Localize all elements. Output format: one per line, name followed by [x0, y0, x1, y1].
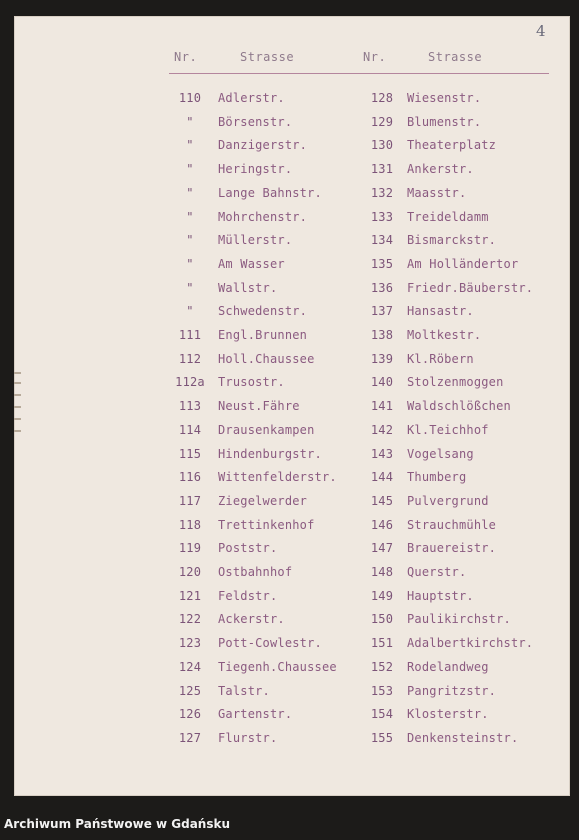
- table-row: [14, 257, 570, 277]
- right-nr: 152: [370, 659, 394, 674]
- table-row: [14, 352, 570, 372]
- table-row: [14, 91, 570, 111]
- left-nr: 124: [178, 659, 202, 674]
- right-nr: 141: [370, 399, 394, 414]
- left-nr: 113: [178, 399, 202, 414]
- right-nr: 146: [370, 517, 394, 532]
- right-street: Blumenstr.: [407, 114, 482, 129]
- table-row: [14, 660, 570, 680]
- right-nr: 142: [370, 422, 394, 437]
- right-street: Denkensteinstr.: [407, 730, 519, 745]
- left-street: Müllerstr.: [218, 233, 293, 248]
- table-row: [14, 210, 570, 230]
- right-nr: 143: [370, 446, 394, 461]
- right-nr: 128: [370, 91, 394, 105]
- left-street: Ostbahnhof: [218, 565, 293, 579]
- right-nr: 130: [370, 138, 394, 153]
- table-row: [14, 684, 570, 704]
- left-nr: 116: [178, 470, 202, 485]
- right-nr: 153: [370, 683, 394, 698]
- table-row: [14, 589, 570, 609]
- left-nr: 110: [178, 91, 202, 105]
- right-street: Strauchmühle: [407, 517, 497, 532]
- left-nr: ": [186, 280, 194, 295]
- left-nr: 112: [178, 351, 202, 366]
- table-row: [14, 328, 570, 348]
- left-street: Ziegelwerder: [218, 493, 308, 508]
- right-nr: 148: [370, 565, 394, 579]
- right-street: Maasstr.: [407, 185, 467, 200]
- right-nr: 129: [370, 114, 394, 129]
- left-nr: 115: [178, 446, 202, 461]
- left-street: Adlerstr.: [218, 91, 285, 105]
- right-nr: 135: [370, 256, 394, 271]
- right-nr: 144: [370, 470, 394, 485]
- right-street: Hauptstr.: [407, 588, 474, 603]
- left-street: Trettinkenhof: [218, 517, 315, 532]
- right-street: Bismarckstr.: [407, 233, 497, 248]
- left-street: Poststr.: [218, 541, 278, 556]
- right-nr: 131: [370, 162, 394, 177]
- right-nr: 139: [370, 351, 394, 366]
- right-nr: 138: [370, 328, 394, 342]
- right-nr: 154: [370, 707, 394, 722]
- left-street: Trusostr.: [218, 375, 285, 390]
- left-street: Am Wasser: [218, 256, 285, 271]
- table-row: [14, 470, 570, 490]
- left-street: Mohrchenstr.: [218, 209, 308, 224]
- right-street: Pangritzstr.: [407, 683, 497, 698]
- left-street: Schwedenstr.: [218, 304, 308, 319]
- left-street: Neust.Fähre: [218, 399, 300, 414]
- right-street: Paulikirchstr.: [407, 612, 511, 627]
- right-street: Querstr.: [407, 565, 467, 579]
- left-street: Wittenfelderstr.: [218, 470, 337, 485]
- left-street: Feldstr.: [218, 588, 278, 603]
- table-row: [14, 612, 570, 632]
- right-nr: 133: [370, 209, 394, 224]
- left-nr: 111: [178, 328, 202, 342]
- table-row: [14, 186, 570, 206]
- left-nr: ": [186, 304, 194, 319]
- table-row: [14, 565, 570, 585]
- right-nr: 137: [370, 304, 394, 319]
- document-page: [14, 16, 570, 796]
- left-nr: 125: [178, 683, 202, 698]
- left-street: Ackerstr.: [218, 612, 285, 627]
- table-row: [14, 281, 570, 301]
- left-street: Lange Bahnstr.: [218, 185, 322, 200]
- left-nr: ": [186, 209, 194, 224]
- left-nr: ": [186, 185, 194, 200]
- left-street: Tiegenh.Chaussee: [218, 659, 337, 674]
- right-nr: 136: [370, 280, 394, 295]
- right-street: Vogelsang: [407, 446, 474, 461]
- right-street: Kl.Teichhof: [407, 422, 489, 437]
- right-nr: 140: [370, 375, 394, 390]
- left-street: Drausenkampen: [218, 422, 315, 437]
- right-street: Ankerstr.: [407, 162, 474, 177]
- right-street: Brauereistr.: [407, 541, 497, 556]
- right-nr: 150: [370, 612, 394, 627]
- page-number: 4: [536, 22, 546, 40]
- table-row: [14, 494, 570, 514]
- right-street: Pulvergrund: [407, 493, 489, 508]
- right-street: Hansastr.: [407, 304, 474, 319]
- left-nr: ": [186, 114, 194, 129]
- left-street: Holl.Chaussee: [218, 351, 315, 366]
- left-nr: 121: [178, 588, 202, 603]
- left-nr: 126: [178, 707, 202, 722]
- left-street: Danzigerstr.: [218, 138, 308, 153]
- left-nr: 118: [178, 517, 202, 532]
- left-street: Heringstr.: [218, 162, 293, 177]
- table-row: [14, 707, 570, 727]
- table-row: [14, 447, 570, 467]
- right-street: Thumberg: [407, 470, 467, 485]
- table-row: [14, 375, 570, 395]
- right-nr: 149: [370, 588, 394, 603]
- left-nr: ": [186, 162, 194, 177]
- left-nr: ": [186, 256, 194, 271]
- right-street: Wiesenstr.: [407, 91, 482, 105]
- left-nr: ": [186, 233, 194, 248]
- header-right-strasse: Strasse: [428, 50, 483, 64]
- left-nr: 114: [178, 422, 202, 437]
- left-nr: 112a: [175, 375, 205, 390]
- left-street: Gartenstr.: [218, 707, 293, 722]
- right-street: Waldschlößchen: [407, 399, 511, 414]
- left-street: Pott-Cowlestr.: [218, 636, 322, 651]
- right-street: Adalbertkirchstr.: [407, 636, 534, 651]
- table-row: [14, 162, 570, 182]
- table-row: [14, 304, 570, 324]
- left-street: Hindenburgstr.: [218, 446, 322, 461]
- right-street: Theaterplatz: [407, 138, 497, 153]
- header-rule: [169, 73, 549, 74]
- right-nr: 145: [370, 493, 394, 508]
- table-row: [14, 138, 570, 158]
- right-street: Am Holländertor: [407, 256, 519, 271]
- table-header: [14, 50, 570, 70]
- left-nr: 117: [178, 493, 202, 508]
- left-nr: 122: [178, 612, 202, 627]
- right-street: Friedr.Bäuberstr.: [407, 280, 534, 295]
- right-street: Klosterstr.: [407, 707, 489, 722]
- left-street: Flurstr.: [218, 730, 278, 745]
- header-left-strasse: Strasse: [240, 50, 295, 64]
- table-row: [14, 541, 570, 561]
- left-nr: ": [186, 138, 194, 153]
- table-row: [14, 423, 570, 443]
- right-street: Treideldamm: [407, 209, 489, 224]
- left-street: Börsenstr.: [218, 114, 293, 129]
- right-street: Rodelandweg: [407, 659, 489, 674]
- table-row: [14, 518, 570, 538]
- right-nr: 155: [370, 730, 394, 745]
- right-nr: 151: [370, 636, 394, 651]
- archive-watermark: Archiwum Państwowe w Gdańsku: [4, 817, 231, 831]
- table-row: [14, 731, 570, 751]
- right-street: Stolzenmoggen: [407, 375, 504, 390]
- left-nr: 127: [178, 730, 202, 745]
- header-left-nr: Nr.: [174, 50, 198, 64]
- left-street: Wallstr.: [218, 280, 278, 295]
- left-nr: 119: [178, 541, 202, 556]
- right-nr: 134: [370, 233, 394, 248]
- table-row: [14, 636, 570, 656]
- table-row: [14, 115, 570, 135]
- left-street: Engl.Brunnen: [218, 328, 308, 342]
- table-row: [14, 399, 570, 419]
- left-street: Talstr.: [218, 683, 270, 698]
- header-right-nr: Nr.: [363, 50, 387, 64]
- right-nr: 132: [370, 185, 394, 200]
- right-street: Moltkestr.: [407, 328, 482, 342]
- right-nr: 147: [370, 541, 394, 556]
- right-street: Kl.Röbern: [407, 351, 474, 366]
- binding-thread: [14, 372, 22, 812]
- table-row: [14, 233, 570, 253]
- left-nr: 123: [178, 636, 202, 651]
- left-nr: 120: [178, 565, 202, 579]
